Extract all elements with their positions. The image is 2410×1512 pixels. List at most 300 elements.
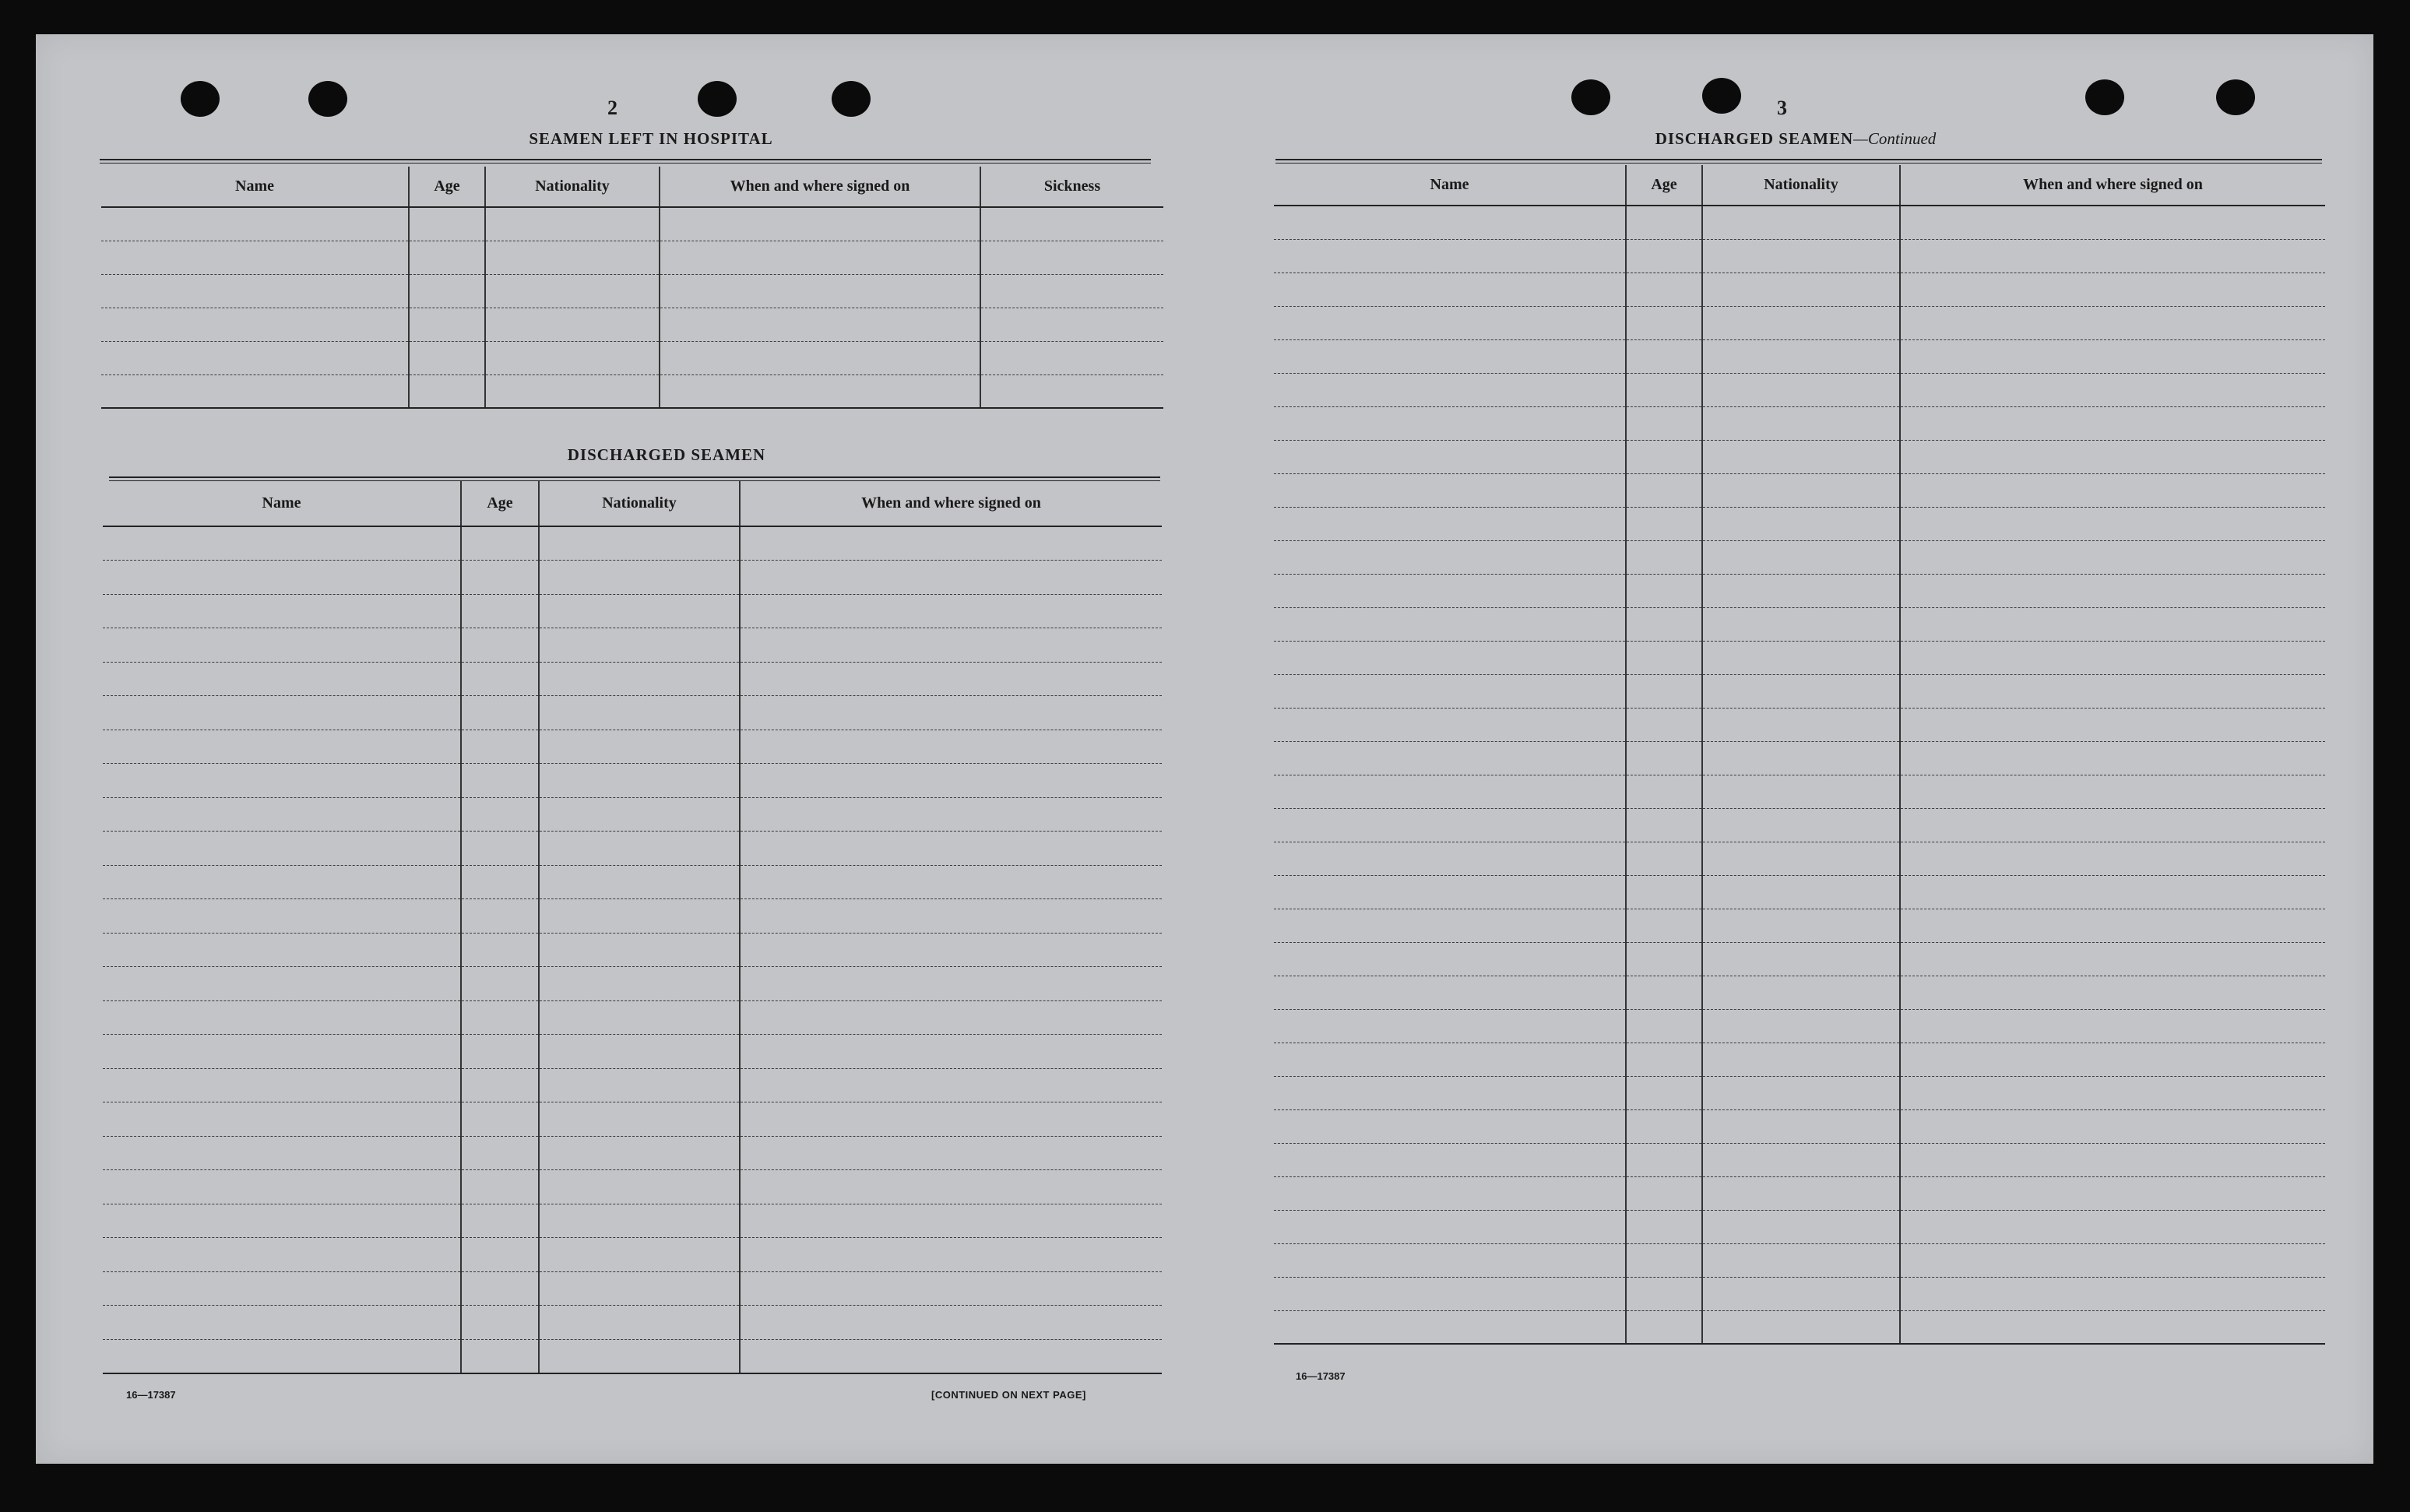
table-cell[interactable] xyxy=(1274,206,1626,239)
table-cell[interactable] xyxy=(740,899,1162,934)
table-cell[interactable] xyxy=(101,207,409,241)
table-cell[interactable] xyxy=(1274,1043,1626,1076)
table-cell[interactable] xyxy=(1626,1277,1702,1310)
column-header-name: Name xyxy=(1274,165,1626,206)
table-cell[interactable] xyxy=(740,730,1162,764)
table-cell[interactable] xyxy=(539,1000,740,1035)
table-cell[interactable] xyxy=(1900,1277,2325,1310)
table-cell[interactable] xyxy=(1702,239,1900,273)
table-cell[interactable] xyxy=(1900,507,2325,540)
table-cell[interactable] xyxy=(1626,1009,1702,1043)
table-row xyxy=(1274,339,2325,373)
table-cell[interactable] xyxy=(740,662,1162,696)
table-cell[interactable] xyxy=(103,1306,461,1340)
table-cell[interactable] xyxy=(409,374,485,408)
table-row xyxy=(103,628,1162,663)
table-cell[interactable] xyxy=(740,1204,1162,1238)
table-cell[interactable] xyxy=(461,696,539,730)
table-cell[interactable] xyxy=(1702,708,1900,741)
table-cell[interactable] xyxy=(1900,1210,2325,1243)
table-cell[interactable] xyxy=(409,308,485,341)
table-cell[interactable] xyxy=(1626,942,1702,976)
table-cell[interactable] xyxy=(740,696,1162,730)
table-cell[interactable] xyxy=(539,1068,740,1102)
table-cell[interactable] xyxy=(461,561,539,595)
table-cell[interactable] xyxy=(103,933,461,967)
table-cell[interactable] xyxy=(461,594,539,628)
table-cell[interactable] xyxy=(740,1035,1162,1069)
table-cell[interactable] xyxy=(461,1136,539,1170)
punch-hole xyxy=(2216,79,2255,115)
table-cell[interactable] xyxy=(1626,473,1702,507)
table-cell[interactable] xyxy=(1626,540,1702,574)
table-cell[interactable] xyxy=(1702,339,1900,373)
table-cell[interactable] xyxy=(461,1068,539,1102)
table-cell[interactable] xyxy=(740,526,1162,561)
table-cell[interactable] xyxy=(740,1068,1162,1102)
table-cell[interactable] xyxy=(740,1271,1162,1306)
table-cell[interactable] xyxy=(1626,808,1702,842)
table-cell[interactable] xyxy=(1626,273,1702,306)
table-cell[interactable] xyxy=(1626,406,1702,440)
table-cell[interactable] xyxy=(1702,1109,1900,1143)
table-cell[interactable] xyxy=(1900,473,2325,507)
table-cell[interactable] xyxy=(539,1238,740,1272)
table-cell[interactable] xyxy=(101,341,409,374)
table-cell[interactable] xyxy=(461,899,539,934)
table-cell[interactable] xyxy=(1274,1243,1626,1277)
table-cell[interactable] xyxy=(1274,875,1626,909)
table-cell[interactable] xyxy=(660,207,980,241)
table-cell[interactable] xyxy=(103,797,461,832)
discharged-table-continued xyxy=(1274,165,2325,1345)
table-cell[interactable] xyxy=(660,274,980,308)
table-cell[interactable] xyxy=(539,730,740,764)
table-cell[interactable] xyxy=(740,797,1162,832)
continued-note: [CONTINUED ON NEXT PAGE] xyxy=(931,1389,1086,1401)
table-cell[interactable] xyxy=(740,1136,1162,1170)
table-cell[interactable] xyxy=(1702,1076,1900,1109)
table-cell[interactable] xyxy=(539,1102,740,1137)
table-cell[interactable] xyxy=(1626,1310,1702,1344)
table-cell[interactable] xyxy=(740,933,1162,967)
table-cell[interactable] xyxy=(539,797,740,832)
table-cell[interactable] xyxy=(1900,1109,2325,1143)
table-cell[interactable] xyxy=(461,628,539,663)
table-cell[interactable] xyxy=(1626,1143,1702,1176)
table-cell[interactable] xyxy=(1702,306,1900,339)
table-cell[interactable] xyxy=(740,1102,1162,1137)
table-cell[interactable] xyxy=(1626,507,1702,540)
table-cell[interactable] xyxy=(1702,775,1900,808)
section-title-suffix: —Continued xyxy=(1853,129,1937,148)
table-cell[interactable] xyxy=(1626,1243,1702,1277)
table-cell[interactable] xyxy=(1274,1176,1626,1210)
table-row xyxy=(103,1306,1162,1340)
table-cell[interactable] xyxy=(1900,406,2325,440)
table-cell[interactable] xyxy=(1900,1043,2325,1076)
table-cell[interactable] xyxy=(1900,674,2325,708)
table-cell[interactable] xyxy=(1702,1043,1900,1076)
table-cell[interactable] xyxy=(1626,909,1702,942)
table-cell[interactable] xyxy=(1702,540,1900,574)
table-cell[interactable] xyxy=(1274,406,1626,440)
table-cell[interactable] xyxy=(1626,674,1702,708)
table-cell[interactable] xyxy=(1702,1176,1900,1210)
table-cell[interactable] xyxy=(1702,574,1900,607)
table-cell[interactable] xyxy=(1626,440,1702,473)
table-cell[interactable] xyxy=(1626,842,1702,875)
table-cell[interactable] xyxy=(101,308,409,341)
table-cell[interactable] xyxy=(539,1271,740,1306)
table-cell[interactable] xyxy=(660,374,980,408)
table-cell[interactable] xyxy=(485,374,660,408)
table-cell[interactable] xyxy=(461,967,539,1001)
table-cell[interactable] xyxy=(1626,976,1702,1009)
table-cell[interactable] xyxy=(660,241,980,274)
table-cell[interactable] xyxy=(1702,440,1900,473)
table-cell[interactable] xyxy=(1626,574,1702,607)
table-cell[interactable] xyxy=(1702,942,1900,976)
table-row xyxy=(103,967,1162,1001)
table-cell[interactable] xyxy=(409,341,485,374)
table-cell[interactable] xyxy=(539,764,740,798)
table-cell[interactable] xyxy=(1626,306,1702,339)
table-cell[interactable] xyxy=(740,1000,1162,1035)
table-cell[interactable] xyxy=(539,1170,740,1204)
table-cell[interactable] xyxy=(740,1339,1162,1373)
table-cell[interactable] xyxy=(103,696,461,730)
table-cell[interactable] xyxy=(1274,507,1626,540)
punch-hole xyxy=(1702,78,1741,114)
table-row xyxy=(1274,875,2325,909)
table-cell[interactable] xyxy=(461,1204,539,1238)
punch-hole xyxy=(181,81,220,117)
table-cell[interactable] xyxy=(1900,1143,2325,1176)
table-cell[interactable] xyxy=(1274,373,1626,406)
table-cell[interactable] xyxy=(1702,641,1900,674)
table-cell[interactable] xyxy=(103,1068,461,1102)
table-cell[interactable] xyxy=(740,561,1162,595)
table-cell[interactable] xyxy=(1274,1277,1626,1310)
form-code: 16—17387 xyxy=(1296,1370,1346,1382)
table-cell[interactable] xyxy=(1702,1277,1900,1310)
table-cell[interactable] xyxy=(1702,741,1900,775)
table-cell[interactable] xyxy=(1702,842,1900,875)
table-row xyxy=(101,374,1163,408)
table-cell[interactable] xyxy=(103,764,461,798)
table-cell[interactable] xyxy=(461,764,539,798)
table-cell[interactable] xyxy=(461,1102,539,1137)
table-cell[interactable] xyxy=(1900,708,2325,741)
table-cell[interactable] xyxy=(1900,808,2325,842)
table-cell[interactable] xyxy=(1626,339,1702,373)
table-cell[interactable] xyxy=(1274,473,1626,507)
table-cell[interactable] xyxy=(660,308,980,341)
table-row xyxy=(1274,674,2325,708)
table-cell[interactable] xyxy=(1626,875,1702,909)
table-cell[interactable] xyxy=(1900,306,2325,339)
table-cell[interactable] xyxy=(1274,674,1626,708)
table-cell[interactable] xyxy=(1900,206,2325,239)
table-cell[interactable] xyxy=(1900,574,2325,607)
table-cell[interactable] xyxy=(660,341,980,374)
table-cell[interactable] xyxy=(1702,473,1900,507)
table-cell[interactable] xyxy=(1900,1310,2325,1344)
table-cell[interactable] xyxy=(103,1035,461,1069)
table-cell[interactable] xyxy=(539,696,740,730)
table-cell[interactable] xyxy=(1900,540,2325,574)
table-cell[interactable] xyxy=(539,933,740,967)
table-cell[interactable] xyxy=(103,832,461,866)
table-row xyxy=(103,1035,1162,1069)
table-cell[interactable] xyxy=(1900,607,2325,641)
table-cell[interactable] xyxy=(1900,1176,2325,1210)
table-cell[interactable] xyxy=(1274,708,1626,741)
table-cell[interactable] xyxy=(740,764,1162,798)
table-cell[interactable] xyxy=(1274,239,1626,273)
table-cell[interactable] xyxy=(1900,1076,2325,1109)
table-cell[interactable] xyxy=(485,241,660,274)
table-cell[interactable] xyxy=(1274,741,1626,775)
table-row xyxy=(1274,540,2325,574)
table-cell[interactable] xyxy=(103,1271,461,1306)
table-cell[interactable] xyxy=(485,341,660,374)
table-cell[interactable] xyxy=(103,1170,461,1204)
table-cell[interactable] xyxy=(1274,775,1626,808)
table-cell[interactable] xyxy=(539,1339,740,1373)
table-cell[interactable] xyxy=(1274,641,1626,674)
table-cell[interactable] xyxy=(539,865,740,899)
table-cell[interactable] xyxy=(103,561,461,595)
table-cell[interactable] xyxy=(980,274,1163,308)
table-cell[interactable] xyxy=(1274,1310,1626,1344)
table-cell[interactable] xyxy=(103,628,461,663)
table-cell[interactable] xyxy=(1900,641,2325,674)
table-cell[interactable] xyxy=(1274,273,1626,306)
table-cell[interactable] xyxy=(980,341,1163,374)
table-cell[interactable] xyxy=(1274,440,1626,473)
table-cell[interactable] xyxy=(539,594,740,628)
table-cell[interactable] xyxy=(740,594,1162,628)
table-cell[interactable] xyxy=(740,628,1162,663)
table-cell[interactable] xyxy=(1626,1076,1702,1109)
table-cell[interactable] xyxy=(1274,306,1626,339)
table-row xyxy=(1274,507,2325,540)
table-cell[interactable] xyxy=(1626,1176,1702,1210)
table-cell[interactable] xyxy=(1702,1310,1900,1344)
table-cell[interactable] xyxy=(1702,909,1900,942)
table-cell[interactable] xyxy=(103,594,461,628)
table-cell[interactable] xyxy=(1274,1143,1626,1176)
table-cell[interactable] xyxy=(461,1238,539,1272)
table-cell[interactable] xyxy=(103,1238,461,1272)
table-cell[interactable] xyxy=(1900,339,2325,373)
table-cell[interactable] xyxy=(103,899,461,934)
table-cell[interactable] xyxy=(539,628,740,663)
table-cell[interactable] xyxy=(1274,574,1626,607)
table-cell[interactable] xyxy=(1274,339,1626,373)
table-cell[interactable] xyxy=(1702,406,1900,440)
table-cell[interactable] xyxy=(740,1170,1162,1204)
column-header-age: Age xyxy=(461,481,539,526)
table-cell[interactable] xyxy=(740,1238,1162,1272)
punch-hole xyxy=(832,81,871,117)
table-cell[interactable] xyxy=(539,899,740,934)
table-cell[interactable] xyxy=(1900,273,2325,306)
table-cell[interactable] xyxy=(1900,1009,2325,1043)
table-row xyxy=(1274,1109,2325,1143)
table-cell[interactable] xyxy=(1626,775,1702,808)
table-cell[interactable] xyxy=(539,832,740,866)
table-cell[interactable] xyxy=(461,730,539,764)
table-cell[interactable] xyxy=(740,865,1162,899)
table-row xyxy=(101,308,1163,341)
table-cell[interactable] xyxy=(485,308,660,341)
table-cell[interactable] xyxy=(980,241,1163,274)
table-cell[interactable] xyxy=(539,1035,740,1069)
table-cell[interactable] xyxy=(1900,842,2325,875)
table-cell[interactable] xyxy=(1626,1210,1702,1243)
table-cell[interactable] xyxy=(461,1306,539,1340)
table-cell[interactable] xyxy=(485,207,660,241)
table-cell[interactable] xyxy=(103,1204,461,1238)
table-cell[interactable] xyxy=(1702,273,1900,306)
table-cell[interactable] xyxy=(461,1170,539,1204)
table-cell[interactable] xyxy=(461,1035,539,1069)
table-cell[interactable] xyxy=(103,662,461,696)
table-cell[interactable] xyxy=(1702,1210,1900,1243)
table-cell[interactable] xyxy=(1702,607,1900,641)
table-cell[interactable] xyxy=(461,526,539,561)
table-cell[interactable] xyxy=(1274,942,1626,976)
table-cell[interactable] xyxy=(103,1339,461,1373)
table-cell[interactable] xyxy=(461,797,539,832)
table-cell[interactable] xyxy=(1702,206,1900,239)
table-cell[interactable] xyxy=(539,967,740,1001)
table-row xyxy=(103,561,1162,595)
table-cell[interactable] xyxy=(103,1102,461,1137)
table-cell[interactable] xyxy=(1626,373,1702,406)
table-row xyxy=(103,797,1162,832)
table-cell[interactable] xyxy=(461,1339,539,1373)
table-cell[interactable] xyxy=(1702,808,1900,842)
table-cell[interactable] xyxy=(1702,674,1900,708)
table-cell[interactable] xyxy=(409,241,485,274)
table-cell[interactable] xyxy=(1900,976,2325,1009)
table-cell[interactable] xyxy=(980,308,1163,341)
table-cell[interactable] xyxy=(409,274,485,308)
table-row xyxy=(103,1102,1162,1137)
table-cell[interactable] xyxy=(1274,909,1626,942)
table-cell[interactable] xyxy=(980,374,1163,408)
table-cell[interactable] xyxy=(461,662,539,696)
table-cell[interactable] xyxy=(101,274,409,308)
table-cell[interactable] xyxy=(1900,875,2325,909)
table-cell[interactable] xyxy=(1702,976,1900,1009)
table-cell[interactable] xyxy=(103,865,461,899)
table-cell[interactable] xyxy=(1274,1210,1626,1243)
table-cell[interactable] xyxy=(1626,708,1702,741)
table-cell[interactable] xyxy=(1702,1009,1900,1043)
table-cell[interactable] xyxy=(740,832,1162,866)
table-cell[interactable] xyxy=(1900,775,2325,808)
table-cell[interactable] xyxy=(461,933,539,967)
table-cell[interactable] xyxy=(1900,239,2325,273)
table-cell[interactable] xyxy=(539,561,740,595)
table-cell[interactable] xyxy=(461,1000,539,1035)
section-title-text: DISCHARGED SEAMEN xyxy=(1655,129,1854,148)
table-cell[interactable] xyxy=(1274,842,1626,875)
table-cell[interactable] xyxy=(103,1136,461,1170)
table-cell[interactable] xyxy=(539,1306,740,1340)
table-cell[interactable] xyxy=(1626,206,1702,239)
table-cell[interactable] xyxy=(1274,540,1626,574)
column-header-nationality: Nationality xyxy=(1702,165,1900,206)
table-cell[interactable] xyxy=(740,1306,1162,1340)
table-cell[interactable] xyxy=(1626,239,1702,273)
table-cell[interactable] xyxy=(980,207,1163,241)
table-cell[interactable] xyxy=(1702,507,1900,540)
table-cell[interactable] xyxy=(1900,942,2325,976)
table-cell[interactable] xyxy=(1274,976,1626,1009)
table-cell[interactable] xyxy=(1274,1109,1626,1143)
table-cell[interactable] xyxy=(1900,1243,2325,1277)
section-title-discharged: DISCHARGED SEAMEN xyxy=(567,445,766,464)
table-cell[interactable] xyxy=(1274,607,1626,641)
table-cell[interactable] xyxy=(1626,741,1702,775)
table-cell[interactable] xyxy=(1626,607,1702,641)
table-cell[interactable] xyxy=(101,374,409,408)
table-cell[interactable] xyxy=(485,274,660,308)
table-cell[interactable] xyxy=(1626,1043,1702,1076)
table-row xyxy=(1274,239,2325,273)
table-cell[interactable] xyxy=(409,207,485,241)
table-cell[interactable] xyxy=(1900,440,2325,473)
table-cell[interactable] xyxy=(103,1000,461,1035)
table-cell[interactable] xyxy=(1702,1243,1900,1277)
table-cell[interactable] xyxy=(1274,808,1626,842)
table-cell[interactable] xyxy=(1702,875,1900,909)
table-cell[interactable] xyxy=(461,1271,539,1306)
table-cell[interactable] xyxy=(1626,641,1702,674)
table-cell[interactable] xyxy=(1274,1076,1626,1109)
column-header-signed-on: When and where signed on xyxy=(660,167,980,207)
table-cell[interactable] xyxy=(539,526,740,561)
table-cell[interactable] xyxy=(1274,1009,1626,1043)
section-rule xyxy=(1275,159,2322,164)
form-sheet xyxy=(36,34,2373,1464)
table-cell[interactable] xyxy=(1900,373,2325,406)
table-row xyxy=(103,1238,1162,1272)
table-cell[interactable] xyxy=(1900,909,2325,942)
table-cell[interactable] xyxy=(1702,373,1900,406)
table-cell[interactable] xyxy=(1626,1109,1702,1143)
table-cell[interactable] xyxy=(461,865,539,899)
table-cell[interactable] xyxy=(539,1136,740,1170)
table-cell[interactable] xyxy=(539,662,740,696)
table-cell[interactable] xyxy=(740,967,1162,1001)
table-cell[interactable] xyxy=(461,832,539,866)
table-cell[interactable] xyxy=(101,241,409,274)
table-row xyxy=(101,207,1163,241)
table-cell[interactable] xyxy=(1702,1143,1900,1176)
table-cell[interactable] xyxy=(539,1204,740,1238)
table-cell[interactable] xyxy=(103,730,461,764)
table-cell[interactable] xyxy=(103,967,461,1001)
table-cell[interactable] xyxy=(1900,741,2325,775)
table-cell[interactable] xyxy=(103,526,461,561)
